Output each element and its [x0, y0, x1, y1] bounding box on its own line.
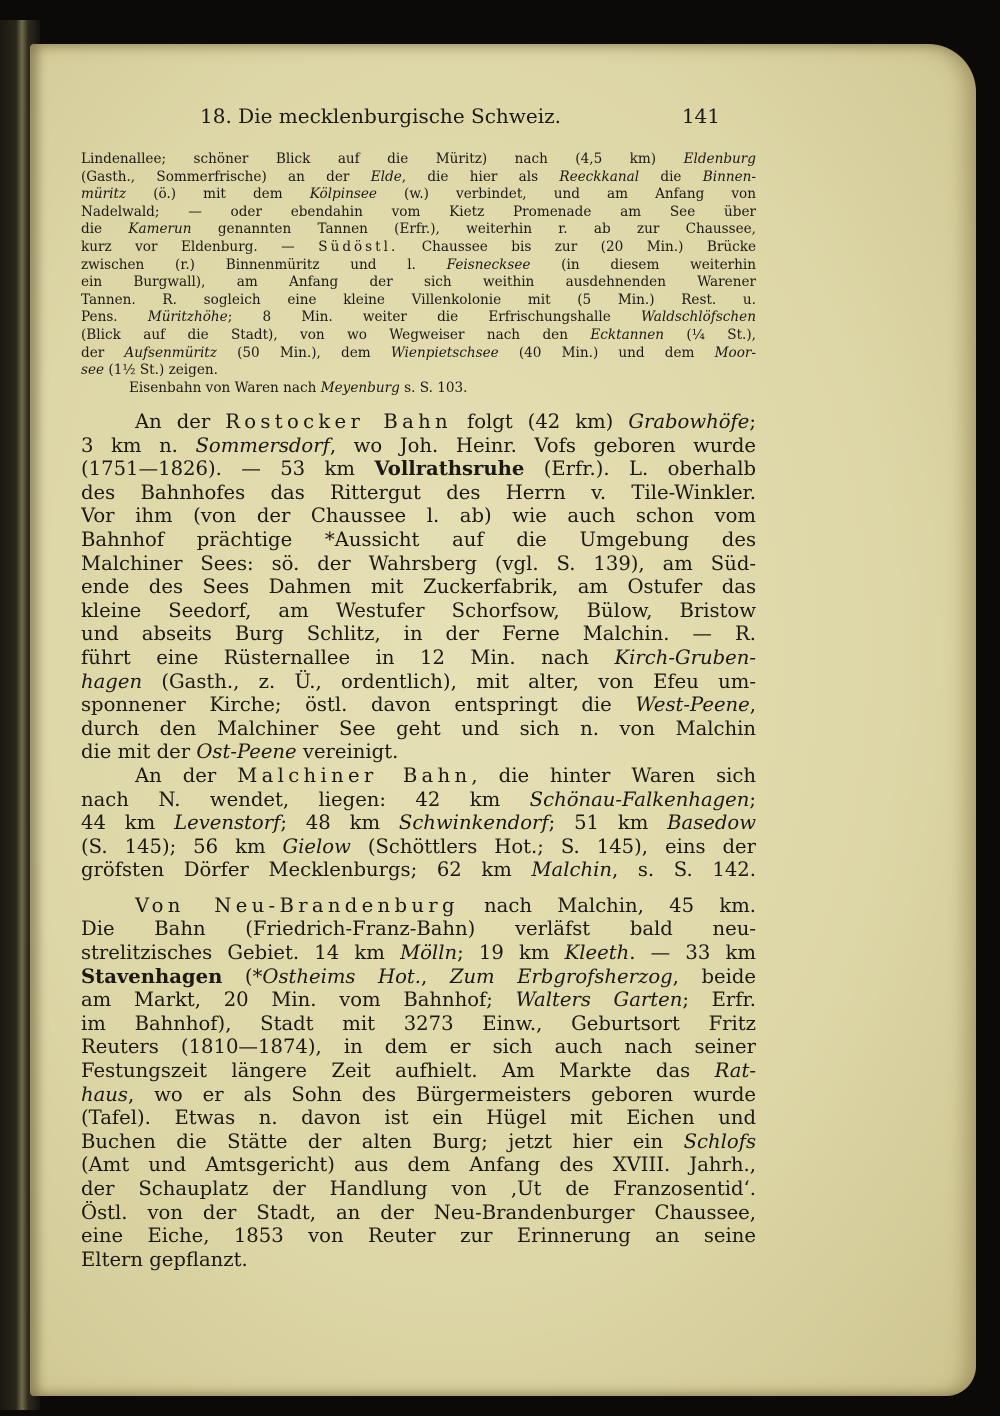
text-line [81, 575, 756, 599]
italic-place-name: Waldschlöfschen [640, 309, 756, 326]
text-segment: (Schöttlers Hot.; S. 145), eins der [350, 834, 756, 858]
italic-place-name: Elde [370, 168, 402, 185]
text-segment: ; [749, 787, 756, 811]
main-text-paragraphs [81, 410, 756, 1271]
italic-place-name: Eldenburg [683, 151, 756, 167]
text-segment: führt eine Rüsternallee in 12 Min. nach [81, 645, 615, 669]
text-segment: s. S. 103. [399, 379, 468, 396]
text-line [81, 1201, 756, 1225]
italic-place-name: Wienpietschsee [390, 344, 499, 361]
text-segment: (Gasth., Sommerfrische) an der [81, 168, 371, 185]
text-segment: Die Bahn (Friedrich-Franz-Bahn) verläfst bald neu- [81, 917, 756, 941]
page-number: 141 [681, 104, 720, 128]
italic-place-name: Meyenburg [320, 379, 400, 396]
chapter-title: 18. Die mecklenburgische Schweiz. [200, 104, 562, 128]
text-segment: ende des Sees Dahmen mit Zuckerfabrik, am Ostufer das [81, 575, 756, 599]
text-line [81, 327, 756, 345]
text-segment: Buchen die Stätte der alten Burg; jetzt hier ein [81, 1129, 684, 1153]
bold-place-name: Stavenhagen [81, 964, 223, 988]
text-segment: (w.) verbindet, und am Anfang von [376, 186, 756, 203]
text-segment: Chaussee bis zur (20 Min.) Brücke [398, 238, 756, 255]
text-line [81, 169, 756, 187]
italic-place-name: müritz [81, 186, 127, 203]
italic-place-name: Zum Erbgrofsherzog [449, 964, 673, 988]
text-segment: Reuters (1810—1874), in dem er sich auch nach seiner [81, 1035, 756, 1059]
text-line [81, 274, 756, 292]
text-line [81, 1059, 756, 1083]
spaced-emphasis: Rostocker Bahn [225, 410, 452, 433]
italic-place-name: Kleeth [564, 941, 630, 965]
text-segment: Tannen. R. sogleich eine kleine Villenkolonie mit (5 Min.) Rest. u. [81, 291, 756, 308]
text-segment: Eltern gepflanzt. [81, 1247, 248, 1271]
italic-place-name: Grabowhöfe [628, 410, 750, 433]
text-segment: ; 48 km [280, 811, 399, 835]
text-line [81, 1083, 756, 1107]
small-print-paragraphs [81, 151, 756, 397]
text-segment: nach Malchin, 45 km. [458, 893, 756, 917]
text-line [81, 1248, 756, 1272]
text-line [81, 717, 756, 741]
italic-place-name: Basedow [667, 811, 756, 835]
text-segment: Festungszeit längere Zeit aufhielt. Am Markte das [81, 1059, 715, 1083]
text-segment: 3 km n. [81, 433, 196, 457]
text-line [81, 221, 756, 239]
text-segment: An der [135, 410, 226, 433]
text-segment: Lindenallee; schöner Blick auf die Müritz) nach (4,5 km) [81, 151, 684, 167]
spaced-emphasis: Malchiner Bahn [237, 763, 472, 787]
text-segment: ; Erfr. [682, 988, 756, 1012]
text-line [81, 599, 756, 623]
text-line [81, 811, 756, 835]
italic-place-name: Walters Garten [515, 988, 683, 1012]
text-line [81, 257, 756, 275]
italic-place-name: Feisnecksee [446, 256, 531, 273]
text-line [81, 894, 756, 918]
italic-place-name: Mölln [400, 941, 458, 965]
text-line [81, 457, 756, 481]
text-segment: (* [222, 964, 263, 988]
text-segment: ein Burgwall), am Anfang der sich weithin ausdehnenden Warener [81, 274, 756, 291]
text-line [81, 239, 756, 257]
italic-place-name: Schwinkendorf [398, 811, 549, 835]
italic-place-name: Müritzhöhe [147, 309, 228, 326]
text-segment: die mit der [81, 740, 197, 764]
text-segment: am Markt, 20 Min. vom Bahnhof; [81, 988, 516, 1012]
text-segment: gröfsten Dörfer Mecklenburgs; 62 km [81, 858, 532, 882]
text-segment: genannten Tannen (Erfr.), weiterhin r. ab zur Chaussee, [191, 221, 756, 238]
text-line [81, 1153, 756, 1177]
text-segment: zwischen (r.) Binnenmüritz und l. [81, 256, 447, 273]
text-line [81, 151, 756, 169]
text-segment: (ö.) mit dem [126, 186, 310, 203]
text-segment: , beide [672, 964, 756, 988]
italic-place-name: Ecktannen [590, 326, 665, 343]
italic-place-name: haus [81, 1082, 128, 1106]
text-segment: (Amt und Amtsgericht) aus dem Anfang des XVIII. Jahrh., [81, 1153, 756, 1177]
text-line [81, 764, 756, 788]
bold-place-name: Vollrathsruhe [374, 457, 525, 481]
text-line [81, 1224, 756, 1248]
italic-place-name: Malchin [531, 858, 612, 882]
text-segment: ; 8 Min. weiter die Erfrischungshalle [227, 309, 641, 326]
italic-place-name: Levenstorf [174, 811, 281, 835]
text-segment: ; 19 km [457, 941, 565, 965]
italic-place-name: Aufsenmüritz [124, 344, 217, 361]
text-segment: die [639, 168, 703, 185]
text-segment: eine Eiche, 1853 von Reuter zur Erinnerung an seine [81, 1224, 756, 1248]
text-segment: 44 km [81, 811, 175, 835]
text-line [81, 622, 756, 646]
text-segment: sponnener Kirche; östl. davon entspringt die [81, 693, 636, 717]
text-segment: . — 33 km [629, 941, 756, 965]
text-segment: , [749, 693, 756, 717]
text-segment: (Tafel). Etwas n. davon ist ein Hügel mit Eichen und [81, 1106, 756, 1130]
text-segment: , die hinter Waren sich [471, 763, 756, 787]
text-segment: kleine Seedorf, am Westufer Schorfsow, Bülow, Bristow [81, 598, 756, 622]
text-line [81, 740, 756, 764]
paragraph-gap [81, 882, 756, 894]
text-line [81, 1130, 756, 1154]
text-segment: , wo er als Sohn des Bürgermeisters geboren wurde [127, 1082, 756, 1106]
text-segment: Vor ihm (von der Chaussee l. ab) wie auch schon vom [81, 504, 756, 528]
italic-place-name: Ost-Peene [196, 740, 297, 764]
text-line [81, 693, 756, 717]
text-segment: der [81, 344, 125, 361]
spaced-emphasis: Von Neu-Brandenburg [135, 893, 459, 917]
text-segment: Eisenbahn von Waren nach [129, 379, 321, 396]
text-segment: Malchiner Sees: sö. der Wahrsberg (vgl. S. 139), am Süd- [81, 551, 756, 575]
italic-place-name: Binnen- [702, 168, 756, 185]
text-segment: , die hier als [401, 168, 560, 185]
text-line [81, 965, 756, 989]
italic-place-name: Schlofs [683, 1129, 756, 1153]
text-line [81, 858, 756, 882]
italic-place-name: Reeckkanal [559, 168, 640, 185]
text-line [81, 504, 756, 528]
text-segment: strelitzisches Gebiet. 14 km [81, 941, 401, 965]
text-segment: (Gasth., z. Ü., ordentlich), mit alter, von Efeu um- [142, 669, 756, 693]
text-line [81, 552, 756, 576]
text-segment: vereinigt. [296, 740, 399, 764]
text-segment: und abseits Burg Schlitz, in der Ferne Malchin. — R. [81, 622, 756, 646]
text-segment: Nadelwald; — oder ebendahin vom Kietz Promenade am See über [81, 203, 756, 220]
text-line [81, 204, 756, 222]
text-segment: kurz vor Eldenburg. — [81, 238, 319, 255]
text-segment: im Bahnhof), Stadt mit 3273 Einw., Geburtsort Fritz [81, 1011, 756, 1035]
text-line [81, 670, 756, 694]
text-segment: (Erfr.). L. oberhalb [524, 457, 756, 481]
text-segment: (S. 145); 56 km [81, 834, 283, 858]
text-line [81, 410, 756, 434]
text-segment: (in diesem weiterhin [530, 256, 756, 273]
italic-place-name: see [81, 362, 105, 379]
text-segment: die [81, 221, 129, 238]
italic-place-name: West-Peene [635, 693, 750, 717]
running-header [200, 104, 720, 134]
text-line [81, 988, 756, 1012]
text-segment: , s. S. 142. [611, 858, 756, 882]
text-segment: An der [135, 763, 238, 787]
italic-place-name: Kamerun [128, 221, 192, 238]
text-line [81, 481, 756, 505]
text-line [81, 646, 756, 670]
text-segment: (50 Min.), dem [216, 344, 391, 361]
text-segment: (1½ St.) zeigen. [104, 362, 218, 379]
text-line [81, 434, 756, 458]
text-segment: des Bahnhofes das Rittergut des Herrn v. Tile-Winkler. [81, 480, 756, 504]
text-line [81, 1012, 756, 1036]
spaced-emphasis: Südöstl. [318, 238, 399, 255]
italic-place-name: hagen [81, 669, 143, 693]
text-line [81, 292, 756, 310]
text-segment: , wo Joh. Heinr. Vofs geboren wurde [329, 433, 756, 457]
italic-place-name: Moor- [714, 344, 756, 361]
text-line [81, 835, 756, 859]
text-segment: (1751—1826). — 53 km [81, 457, 375, 481]
text-segment: durch den Malchiner See geht und sich n. von Malchin [81, 716, 756, 740]
text-segment: ; 51 km [548, 811, 668, 835]
text-line [81, 309, 756, 327]
text-line [81, 788, 756, 812]
text-segment: Pens. [81, 309, 148, 326]
text-line [81, 186, 756, 204]
text-line [81, 917, 756, 941]
text-segment: folgt (42 km) [451, 410, 629, 433]
text-segment: Östl. von der Stadt, an der Neu-Brandenburger Chaussee, [81, 1200, 756, 1224]
text-line [81, 941, 756, 965]
text-segment: (40 Min.) und dem [498, 344, 715, 361]
text-line [81, 1177, 756, 1201]
text-line [81, 380, 756, 398]
italic-place-name: Schönau-Falkenhagen [529, 787, 750, 811]
italic-place-name: Kirch-Gruben- [614, 645, 756, 669]
italic-place-name: Ostheims Hot. [262, 964, 422, 988]
text-segment: der Schauplatz der Handlung von ‚Ut de Franzosentid‘. [81, 1177, 756, 1200]
text-segment: , [421, 964, 450, 988]
text-segment: ; [749, 410, 756, 433]
text-line [81, 528, 756, 552]
text-line [81, 1035, 756, 1059]
text-segment: Bahnhof prächtige *Aussicht auf die Umgebung des [81, 527, 756, 551]
text-segment: (¼ St.), [664, 326, 756, 343]
italic-place-name: Gielow [282, 834, 351, 858]
text-segment: nach N. wendet, liegen: 42 km [81, 787, 530, 811]
italic-place-name: Sommersdorf [195, 433, 330, 457]
text-line [81, 345, 756, 363]
italic-place-name: Kölpinsee [309, 186, 377, 203]
text-line [81, 1106, 756, 1130]
italic-place-name: Rat- [714, 1059, 756, 1083]
text-segment: (Blick auf die Stadt), von wo Wegweiser nach den [81, 326, 591, 343]
text-line [81, 362, 756, 380]
